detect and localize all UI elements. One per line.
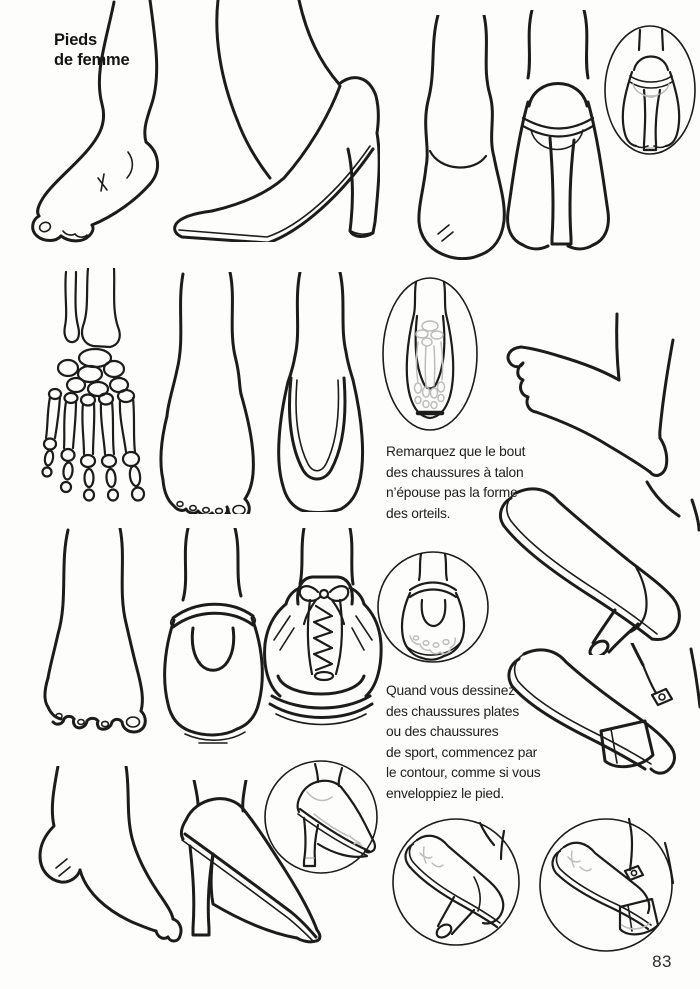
note2-line: de sport, commencez par: [386, 744, 538, 760]
page-title-line1: Pieds: [54, 31, 98, 49]
figure-stiletto-sole-view: [495, 480, 700, 655]
note1-line: des chaussures à talon: [386, 464, 524, 480]
figure-inset-stiletto-sole-sketch: [390, 813, 522, 953]
figure-pump-side-worn: [148, 0, 380, 242]
figure-foot-front-bare-a: [150, 272, 270, 514]
page-title-line2: de femme: [54, 51, 130, 70]
figure-inset-pump-foot-sketch: [262, 758, 380, 878]
note2-line: des chaussures plates: [386, 703, 520, 719]
note1-line: des orteils.: [386, 505, 451, 521]
figure-inset-maryjane-sole-sketch: [536, 813, 676, 959]
figure-pump-front: [260, 272, 372, 512]
figure-inset-xray-pump: [380, 276, 480, 434]
page-number: 83: [652, 952, 672, 971]
note2-line: enveloppiez le pied.: [386, 785, 504, 801]
figure-inset-maryjane-foot: [376, 548, 492, 668]
figure-foot-skeleton: [38, 268, 160, 520]
figure-maryjane-sole-view: [505, 643, 700, 780]
note1-line: Remarquez que le bout: [386, 444, 526, 459]
note2-line: le contour, comme si vous: [386, 765, 541, 780]
note1-line: n’épouse pas la forme: [386, 485, 518, 500]
figure-sneaker-front: [260, 528, 385, 748]
figure-foot-front-bare-b: [26, 528, 160, 748]
note2-line: ou des chaussures: [386, 724, 499, 739]
note2-line: Quand vous dessinez: [386, 683, 515, 698]
figure-maryjane-front: [155, 528, 269, 748]
figure-inset-heel-back-sketch: [602, 24, 698, 158]
